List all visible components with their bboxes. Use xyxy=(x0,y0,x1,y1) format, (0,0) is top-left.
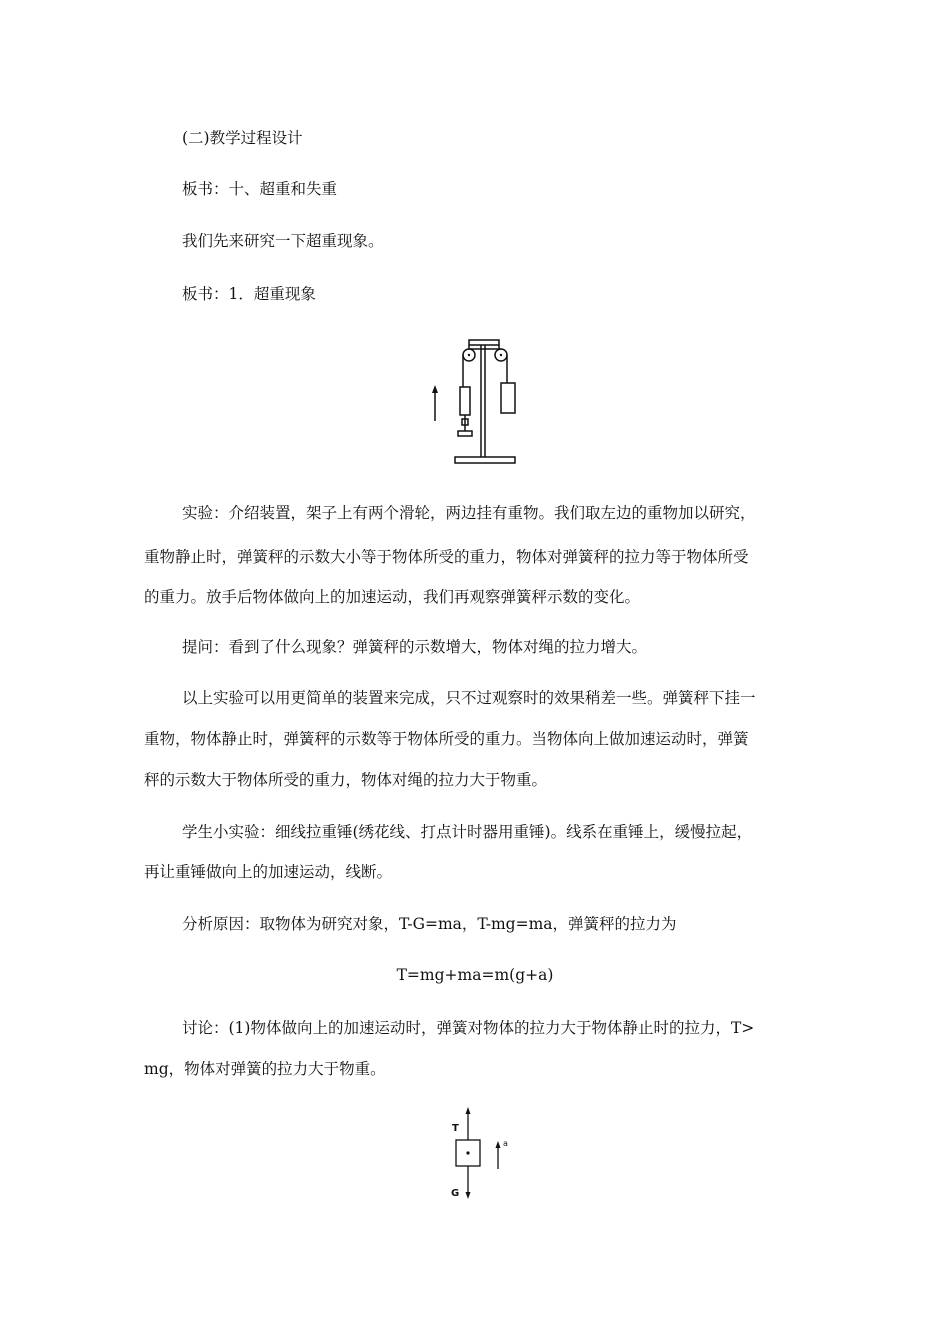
pulley-apparatus-figure xyxy=(425,335,525,470)
left-weight xyxy=(458,431,472,436)
spring-scale xyxy=(460,387,470,415)
label-g: G xyxy=(451,1188,460,1199)
paragraph-simple-l1: 以上实验可以用更简单的装置来完成，只不过观察时的效果稍差一些。弹簧秤下挂一 xyxy=(182,689,756,707)
paragraph-simple-l2: 重物，物体静止时，弹簧秤的示数等于物体所受的重力。当物体向上做加速运动时，弹簧 xyxy=(144,730,749,748)
board-subtitle: 板书：1．超重现象 xyxy=(182,285,316,303)
right-weight xyxy=(501,383,515,413)
paragraph-experiment-l2: 重物静止时，弹簧秤的示数大小等于物体所受的重力，物体对弹簧秤的拉力等于物体所受 xyxy=(144,548,749,566)
board-title: 板书：十、超重和失重 xyxy=(182,180,338,198)
paragraph-analysis: 分析原因：取物体为研究对象，T-G=ma，T-mg=ma，弹簧秤的拉力为 xyxy=(182,915,677,933)
label-t: T xyxy=(452,1123,459,1134)
paragraph-discussion-l1: 讨论：(1)物体做向上的加速运动时，弹簧对物体的拉力大于物体静止时的拉力，T> xyxy=(182,1019,755,1037)
free-body-diagram xyxy=(440,1105,520,1205)
paragraph-experiment-l3: 的重力。放手后物体做向上的加速运动，我们再观察弹簧秤示数的变化。 xyxy=(144,588,641,606)
stand-base xyxy=(455,457,515,463)
paragraph-student-l1: 学生小实验：细线拉重锤(绣花线、打点计时器用重锤)。线系在重锤上，缓慢拉起， xyxy=(182,823,753,841)
paragraph-question: 提问：看到了什么现象？弹簧秤的示数增大，物体对绳的拉力增大。 xyxy=(182,638,648,656)
paragraph-experiment-l1: 实验：介绍装置，架子上有两个滑轮，两边挂有重物。我们取左边的重物加以研究， xyxy=(182,504,756,522)
paragraph-intro: 我们先来研究一下超重现象。 xyxy=(182,232,384,250)
section-heading: (二)教学过程设计 xyxy=(182,129,303,147)
paragraph-student-l2: 再让重锤做向上的加速运动，线断。 xyxy=(144,863,393,881)
top-bar xyxy=(469,340,499,345)
paragraph-simple-l3: 秤的示数大于物体所受的重力，物体对绳的拉力大于物重。 xyxy=(144,771,548,789)
formula: T=mg+ma=m(g+a) xyxy=(396,966,554,984)
paragraph-discussion-l2: mg，物体对弹簧的拉力大于物重。 xyxy=(144,1060,386,1078)
label-a: a xyxy=(503,1139,508,1148)
